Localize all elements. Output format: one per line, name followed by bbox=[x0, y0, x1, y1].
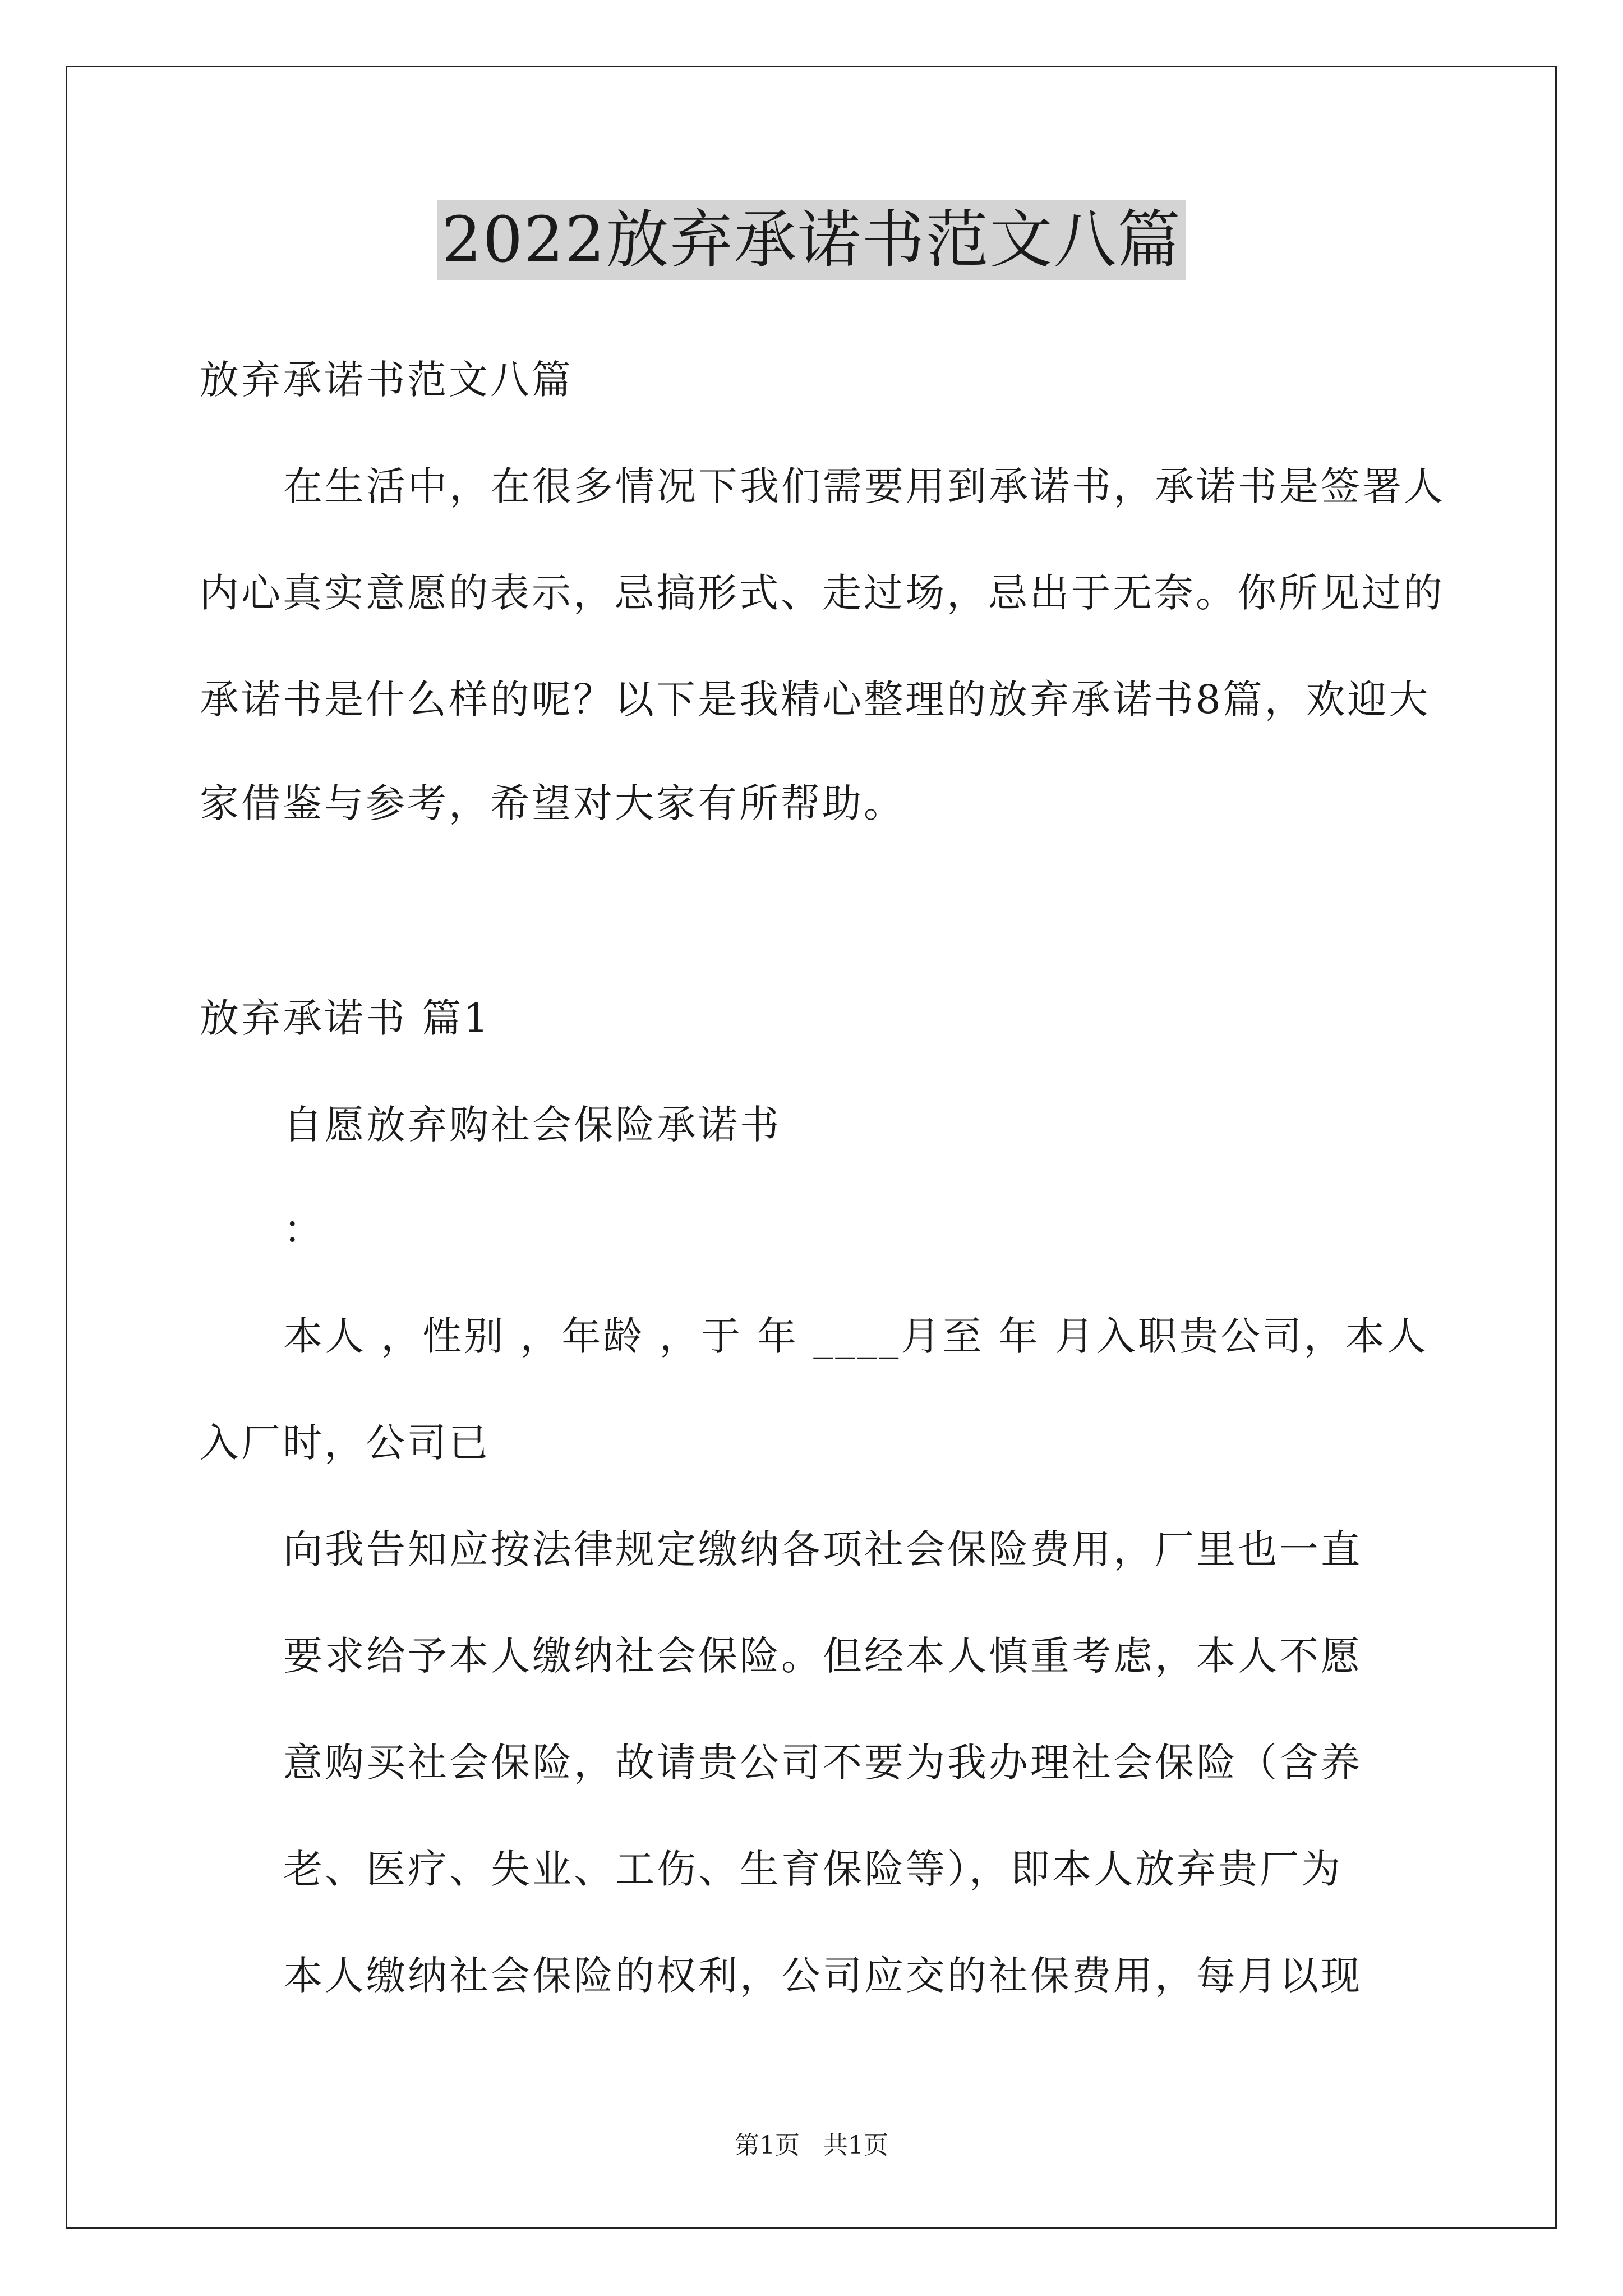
body-line-2: 入厂时，公司已 bbox=[200, 1420, 490, 1466]
body-line-6: 老、医疗、失业、工伤、生育保险等），即本人放弃贵厂为 bbox=[283, 1846, 1343, 1892]
page-footer: 第1页 共1页 bbox=[735, 2131, 888, 2160]
title-container bbox=[0, 200, 1623, 280]
body-line-1: 本人 ，性别 ，年龄 ，于 年 ____月至 年 月入职贵公司，本人 bbox=[283, 1313, 1428, 1359]
document-subtitle: 放弃承诺书范文八篇 bbox=[200, 357, 573, 403]
body-line-7: 本人缴纳社会保险的权利，公司应交的社保费用，每月以现 bbox=[283, 1953, 1362, 1999]
intro-line-1: 在生活中，在很多情况下我们需要用到承诺书，承诺书是签署人 bbox=[283, 463, 1445, 509]
intro-line-4: 家借鉴与参考，希望对大家有所帮助。 bbox=[200, 780, 905, 826]
body-line-4: 要求给予本人缴纳社会保险。但经本人慎重考虑，本人不愿 bbox=[283, 1633, 1362, 1679]
body-line-3: 向我告知应按法律规定缴纳各项社会保险费用，厂里也一直 bbox=[283, 1526, 1362, 1572]
intro-line-3: 承诺书是什么样的呢？以下是我精心整理的放弃承诺书8篇，欢迎大 bbox=[200, 677, 1431, 723]
section-heading: 放弃承诺书 篇1 bbox=[200, 995, 491, 1041]
intro-line-2: 内心真实意愿的表示，忌搞形式、走过场，忌出于无奈。你所见过的 bbox=[200, 570, 1445, 616]
document-title: 2022放弃承诺书范文八篇 bbox=[437, 200, 1186, 280]
body-line-5: 意购买社会保险，故请贵公司不要为我办理社会保险（含养 bbox=[283, 1740, 1362, 1786]
letter-title: 自愿放弃购社会保险承诺书 bbox=[283, 1102, 781, 1148]
salutation: ： bbox=[283, 1207, 325, 1253]
